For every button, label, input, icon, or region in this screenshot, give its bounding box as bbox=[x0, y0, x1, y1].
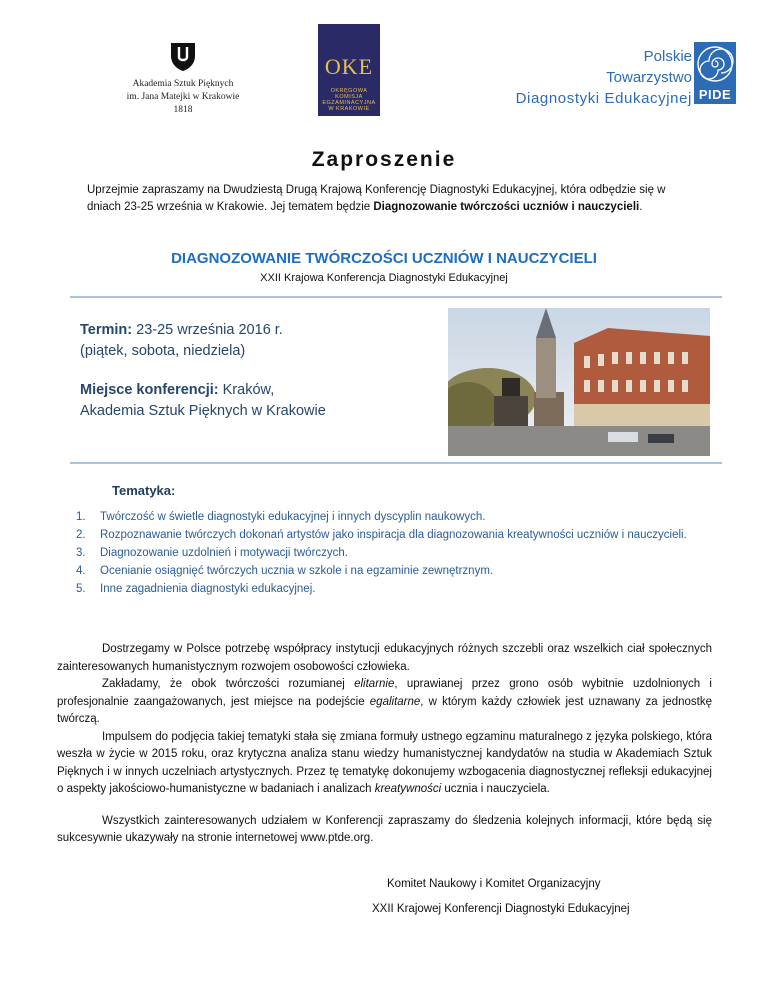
list-item-text: Inne zagadnienia diagnostyki edukacyjnej. bbox=[100, 583, 316, 595]
asp-line-2: im. Jana Matejki w Krakowie bbox=[126, 92, 240, 102]
paragraph-2 bbox=[57, 676, 712, 729]
intro-bold: Diagnozowanie twórczości uczniów i nauczycieli bbox=[373, 201, 640, 213]
conference-subtitle: XXII Krajowa Konferencja Diagnostyki Edukacyjnej bbox=[260, 272, 508, 284]
asp-shield-icon bbox=[170, 42, 196, 72]
list-item-number: 5. bbox=[76, 583, 86, 595]
termin-label: Termin: bbox=[80, 322, 133, 338]
intro-end: . bbox=[639, 201, 643, 213]
signature-line-2: XXII Krajowej Konferencji Diagnostyki Edukacyjnej bbox=[372, 903, 630, 915]
p2-b: , uprawianej przez grono osób wybitnie uzdolnionych i profesjonalnie zaangażowanych, jest miejsce na podejście bbox=[57, 678, 712, 708]
ptde-line-2: Towarzystwo bbox=[606, 69, 692, 86]
p2-a: Zakładamy, że obok twórczości rozumianej bbox=[102, 678, 355, 690]
termin-block bbox=[80, 320, 440, 362]
list-item-text: Rozpoznawanie twórczych dokonań artystów jako inspiracja dla diagnozowania kreatywności uczniów i nauczycieli. bbox=[100, 529, 687, 541]
miejsce-label: Miejsce konferencji: bbox=[80, 382, 219, 398]
oke-line-4: W KRAKOWIE bbox=[328, 106, 370, 112]
divider-top bbox=[70, 296, 722, 298]
paragraph-3 bbox=[57, 729, 712, 799]
tematyka-heading: Tematyka: bbox=[112, 483, 176, 498]
oke-mark: OKE bbox=[324, 54, 374, 79]
ptde-logo-box bbox=[694, 42, 736, 104]
p3-a: Impulsem do podjęcia takiej tematyki stała się zmiana formuły ustnego egzaminu maturalnego z języka polskiego, która weszła w życie w 2015 roku, oraz krytyczna analiza stanu wiedzy humanistycznej kandydatów na studia w Akademiach Sztuk Pięknych i w innych uczelniach artystycznych. Przez tę tematykę dokonujemy wzbogacenia diagnostycznej refleksji edukacyjnej o aspekty jakościowo-humanistyczne w badaniach i analizach bbox=[57, 730, 712, 795]
oke-line-1: OKRĘGOWA bbox=[330, 88, 368, 94]
oke-line-2: KOMISJA bbox=[335, 94, 363, 100]
body-text bbox=[57, 641, 712, 848]
miejsce-place: Akademia Sztuk Pięknych w Krakowie bbox=[80, 403, 326, 419]
p2-italic-1: elitarnie bbox=[354, 678, 395, 690]
asp-line-1: Akademia Sztuk Pięknych bbox=[132, 79, 234, 89]
intro-text: Uprzejmie zapraszamy na Dwudziestą Drugą Krajową Konferencję Diagnostyki Edukacyjnej, która odbędzie się w dniach 23-25 września w Krakowie. Jej tematem będzie bbox=[87, 184, 666, 213]
intro-paragraph bbox=[87, 182, 687, 216]
list-item-number: 2. bbox=[76, 529, 86, 541]
termin-days: (piątek, sobota, niedziela) bbox=[80, 343, 246, 359]
paragraph-1: Dostrzegamy w Polsce potrzebę współpracy instytucji edukacyjnych różnych szczebli oraz wszelkich ciał społecznych zainteresowanych humanistycznym rozwojem osobowości człowieka. bbox=[57, 643, 712, 673]
ptde-line-3: Diagnostyki Edukacyjnej bbox=[515, 90, 692, 107]
list-item bbox=[76, 562, 696, 580]
paragraph-4: Wszystkich zainteresowanych udziałem w Konferencji zapraszamy do śledzenia kolejnych informacji, które będą się sukcesywnie ukazywały na stronie internetowej www.ptde.org. bbox=[57, 814, 712, 844]
spiral-icon bbox=[694, 42, 736, 86]
list-item-text: Diagnozowanie uzdolnień i motywacji twórczych. bbox=[100, 547, 349, 559]
miejsce-block bbox=[80, 380, 440, 422]
list-item bbox=[76, 580, 696, 598]
signature-line-1: Komitet Naukowy i Komitet Organizacyjny bbox=[387, 878, 601, 890]
miejsce-value: Kraków, bbox=[222, 382, 275, 398]
list-item-text: Twórczość w świetle diagnostyki edukacyjnej i innych dyscyplin naukowych. bbox=[100, 511, 486, 523]
list-item bbox=[76, 508, 696, 526]
asp-logo bbox=[108, 42, 258, 117]
termin-value: 23-25 września 2016 r. bbox=[136, 322, 283, 338]
oke-line-3: EGZAMINACYJNA bbox=[322, 100, 376, 106]
topics-list bbox=[76, 508, 696, 598]
p2-c: , w którym każdy człowiek jest uznawany za jednostkę twórczą. bbox=[57, 695, 712, 725]
divider-bottom bbox=[70, 462, 722, 464]
list-item-number: 1. bbox=[76, 511, 86, 523]
p3-italic: kreatywności bbox=[374, 783, 442, 795]
asp-line-3: 1818 bbox=[173, 105, 193, 115]
p3-b: ucznia i nauczyciela. bbox=[441, 783, 550, 795]
ptde-logo-text bbox=[516, 46, 692, 109]
ptde-box-label: PIDE bbox=[698, 87, 732, 102]
list-item-number: 3. bbox=[76, 547, 86, 559]
list-item-text: Ocenianie osiągnięć twórczych ucznia w szkole i na egzaminie zewnętrznym. bbox=[100, 565, 494, 577]
list-item bbox=[76, 544, 696, 562]
academy-photo bbox=[448, 308, 710, 456]
list-item-number: 4. bbox=[76, 565, 86, 577]
ptde-line-1: Polskie bbox=[643, 48, 692, 65]
list-item bbox=[76, 526, 696, 544]
oke-logo bbox=[318, 24, 380, 116]
conference-title: DIAGNOZOWANIE TWÓRCZOŚCI UCZNIÓW I NAUCZYCIELI bbox=[171, 250, 597, 267]
p2-italic-2: egalitarne bbox=[369, 695, 421, 708]
page-title: Zaproszenie bbox=[311, 148, 457, 171]
